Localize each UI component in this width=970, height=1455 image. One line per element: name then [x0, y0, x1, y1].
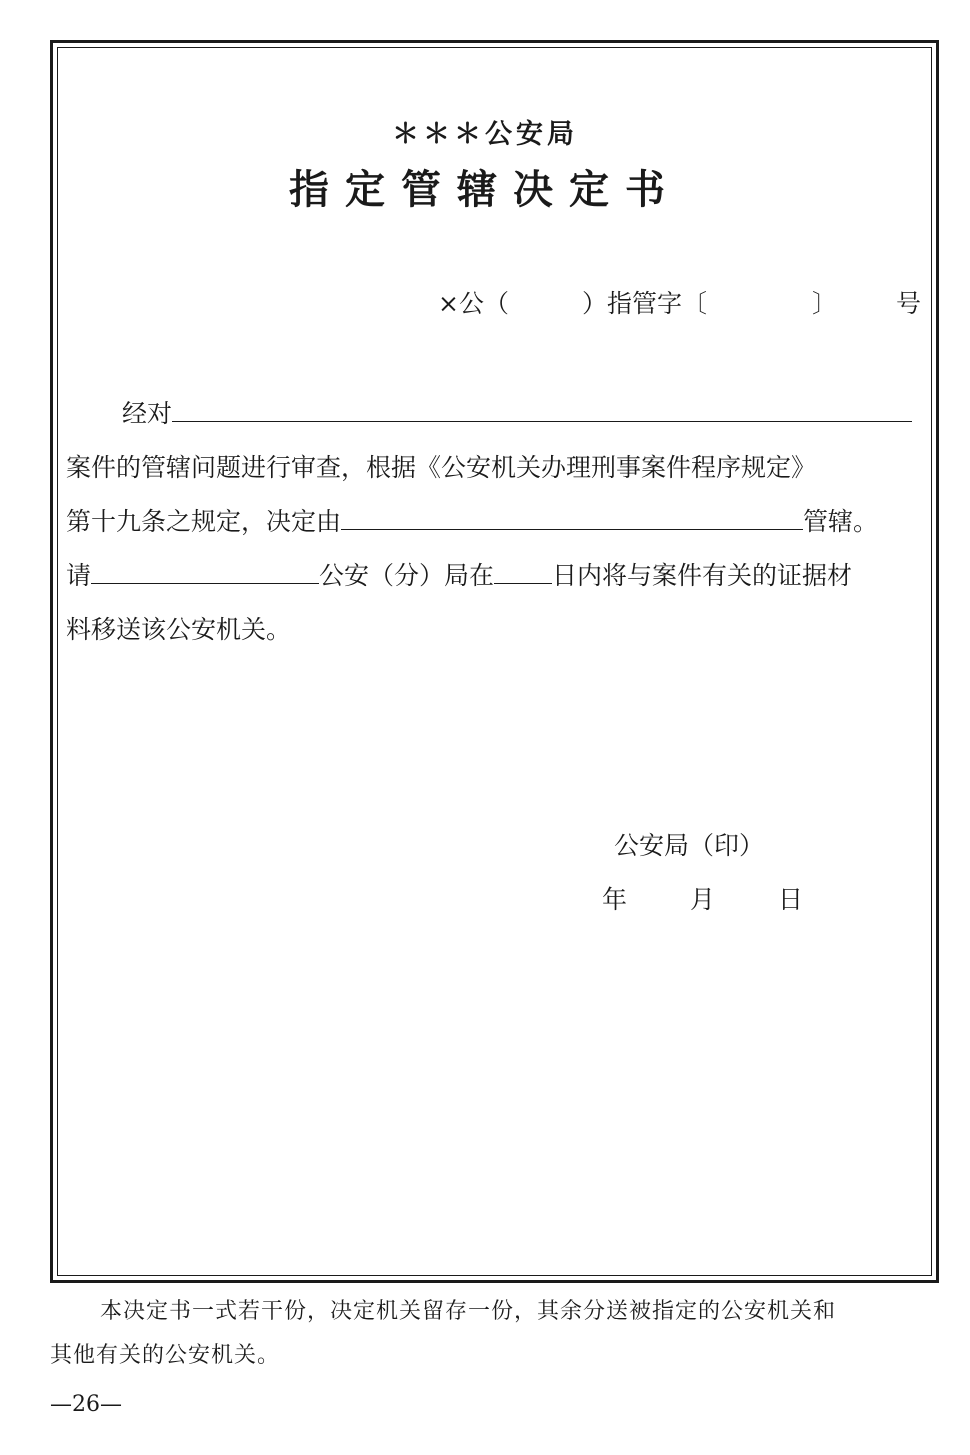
body-line-1 — [122, 394, 912, 430]
page-number: —26— — [50, 1392, 122, 1417]
date-year: 年 — [602, 885, 628, 914]
document-inner-border — [57, 47, 932, 1276]
designated-agency-blank[interactable] — [341, 503, 803, 530]
case-name-blank[interactable] — [172, 395, 912, 422]
footnote-line-1: 本决定书一式若干份，决定机关留存一份，其余分送被指定的公安机关和 — [100, 1299, 837, 1324]
body-line-3 — [66, 502, 878, 538]
body-line-4 — [66, 556, 852, 592]
doc-number-suffix: 号 — [896, 289, 922, 318]
seal-label: 公安局（印） — [614, 831, 765, 860]
body-line-2: 案件的管辖问题进行审查，根据《公安机关办理刑事案件程序规定》 — [66, 453, 817, 482]
doc-number-middle: ）指管字〔 — [582, 289, 708, 318]
body-line-1-lead: 经对 — [122, 399, 173, 428]
doc-number-prefix: ×公（ — [438, 289, 509, 318]
body-line-3-tail: 管辖。 — [803, 507, 879, 536]
original-agency-blank[interactable] — [91, 557, 319, 584]
doc-number-close: 〕 — [812, 289, 838, 318]
body-line-4-mid: 公安（分）局在 — [319, 561, 495, 590]
issuing-organization: ＊＊＊公安局 — [392, 119, 578, 150]
footnote-line-2: 其他有关的公安机关。 — [50, 1343, 281, 1368]
document-border — [50, 40, 939, 1283]
body-line-4-tail: 日内将与案件有关的证据材 — [552, 561, 853, 590]
days-blank[interactable] — [494, 557, 552, 584]
date-month: 月 — [690, 885, 716, 914]
body-line-4-lead: 请 — [66, 561, 92, 590]
date-day: 日 — [778, 885, 804, 914]
body-line-5: 料移送该公安机关。 — [66, 615, 292, 644]
body-line-3-lead: 第十九条之规定，决定由 — [66, 507, 342, 536]
document-title: 指定管辖决定书 — [289, 166, 681, 213]
